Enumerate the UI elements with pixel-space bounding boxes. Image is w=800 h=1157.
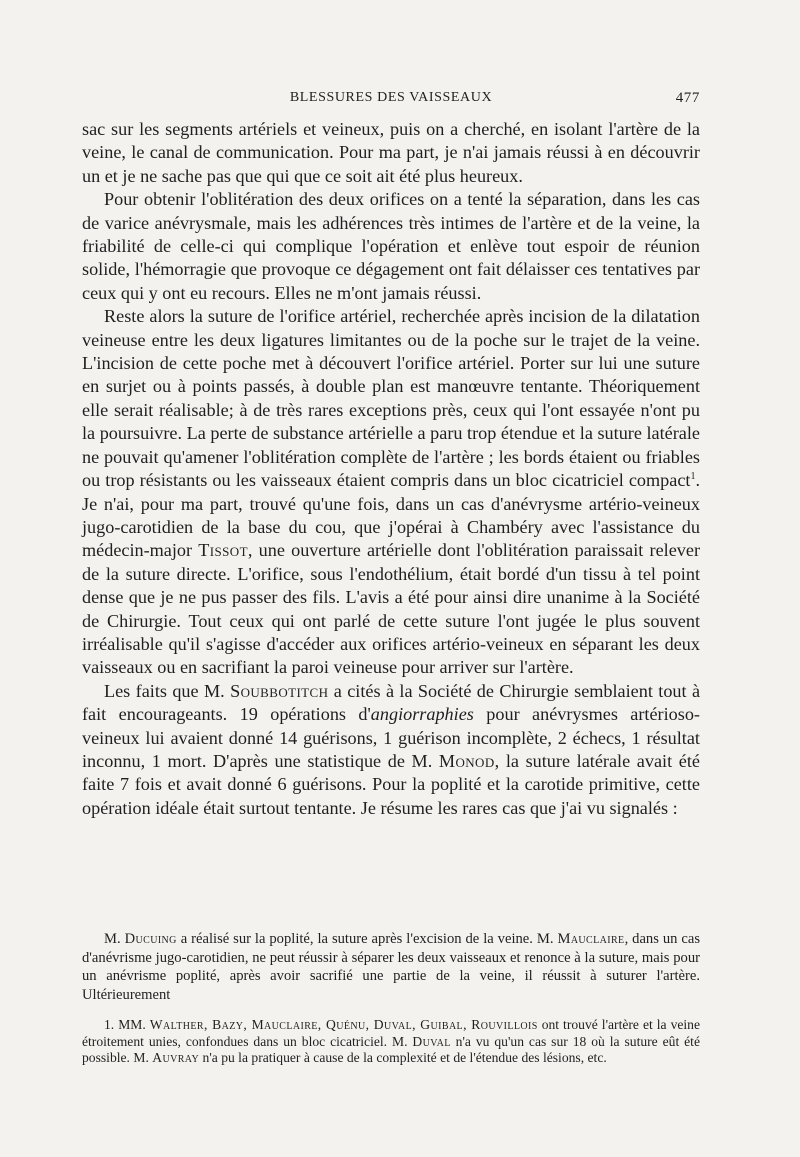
page-number: 477 <box>675 90 700 106</box>
footnote-ref: 1 <box>690 471 696 483</box>
paragraph-3: Reste alors la suture de l'orifice artériel, recherchée après incision de la dilatation veineuse entre les deux ligatures limitantes ou de la poche sur le trajet de la veine. L'incision de cette poche met à découvert l'orifice artériel. Porter sur lui une suture en surjet ou à points passés, à double plan est manœuvre tentante. Théoriquement elle serait réalisable; à de très rares exceptions près, ceux qui l'ont essayée n'ont pu la poursuivre. La perte de substance artérielle a paru trop étendue et la suture latérale ne pouvait qu'amener l'oblitération complète de l'artère ; les bords étaient ou friables ou trop résistants ou les vaisseaux étaient compris dans un bloc cicatriciel compact$^1$. Je n'ai, pour ma part, trouvé qu'une fois, dans un cas d'anévrysme artério-veineux jugo-carotidien de la base du cou, que j'opérai à Chambéry avec l'assistance du médecin-major Tissot, une ouverture artérielle dont l'oblitération paraissait relever de la suture directe. L'orifice, sous l'endothélium, était bordé d'un tissu à tel point dense que je ne pus passer des fils. L'avis a été pour ainsi dire unanime à la Société de Chirurgie. Tout ceux qui ont parlé de cette suture l'ont jugée le plus souvent irréalisable qu'il s'agisse d'accéder aux orifices artério-veineux en séparant les deux vaisseaux ou en sacrifiant la paroi veineuse pour arriver sur l'artère. <box>82 306 700 678</box>
italic-term: angiorraphies <box>370 704 474 725</box>
author-names: Walther, Bazy, Mauclaire, Quénu, Duval, Guibal, Rouvillois <box>149 1017 538 1032</box>
author-name: Monod <box>438 750 495 771</box>
author-name: Tissot <box>198 540 248 561</box>
author-name: Ducuing <box>124 931 177 947</box>
main-text <box>82 118 700 820</box>
running-title: BLESSURES DES VAISSEAUX <box>289 90 493 105</box>
author-name: Soubbotitch <box>230 680 329 701</box>
author-name: Duval <box>412 1033 451 1049</box>
case-paragraph: M. Ducuing a réalisé sur la poplité, la suture après l'excision de la veine. M. Mauclaire, dans un cas d'anévrisme jugo-carotidien, ne peut réussir à séparer les deux vaisseaux et renonce à la suture, mais pour un anévrisme poplité, après avoir sacrifié une partie de la veine, il réussit à suturer l'artère. Ultérieurement <box>82 931 700 1003</box>
paragraph-2: Pour obtenir l'oblitération des deux orifices on a tenté la séparation, dans les cas de varice anévrysmale, mais les adhérences très intimes de l'artère et de la veine, la friabilité de celle-ci qui complique l'opération et enlève tout espoir de réunion solide, l'hémorragie que provoque ce dégagement ont fait délaisser ces tentatives par ceux qui y ont eu recours. Elles ne m'ont jamais réussi. <box>82 189 700 303</box>
paragraph-1: sac sur les segments artériels et veineux, puis on a cherché, en isolant l'artère de la veine, le canal de communication. Pour ma part, je n'ai jamais réussi à en découvrir un et je ne sache pas que qui que ce soit ait été plus heureux. <box>82 119 700 186</box>
paragraph-4: Les faits que M. Soubbotitch a cités à la Société de Chirurgie semblaient tout à fait encourageants. 19 opérations d'angiorraphies pour anévrysmes artérioso-veineux lui avaient donné 14 guérisons, 1 guérison incomplète, 2 échecs, 1 résultat inconnu, 1 mort. D'après une statistique de M. Monod, la suture latérale avait été faite 7 fois et avait donné 6 guérisons. Pour la poplité et la carotide primitive, cette opération idéale était surtout tentante. Je résume les rares cas que j'ai vu signalés : <box>82 680 701 818</box>
author-name: Mauclaire <box>557 931 625 947</box>
footnote-1: 1. MM. Walther, Bazy, Mauclaire, Quénu, Duval, Guibal, Rouvillois ont trouvé l'artère et la veine étroitement unies, confondues dans un bloc cicatriciel. M. Duval n'a vu qu'un cas sur 18 où la suture eût été possible. M. Auvray n'a pu la pratiquer à cause de la complexité et de l'étendue des lésions, etc. <box>82 1017 701 1066</box>
footnotes <box>82 1017 700 1067</box>
author-name: Auvray <box>152 1050 200 1066</box>
case-summary <box>82 930 700 1004</box>
page-header <box>82 90 700 110</box>
